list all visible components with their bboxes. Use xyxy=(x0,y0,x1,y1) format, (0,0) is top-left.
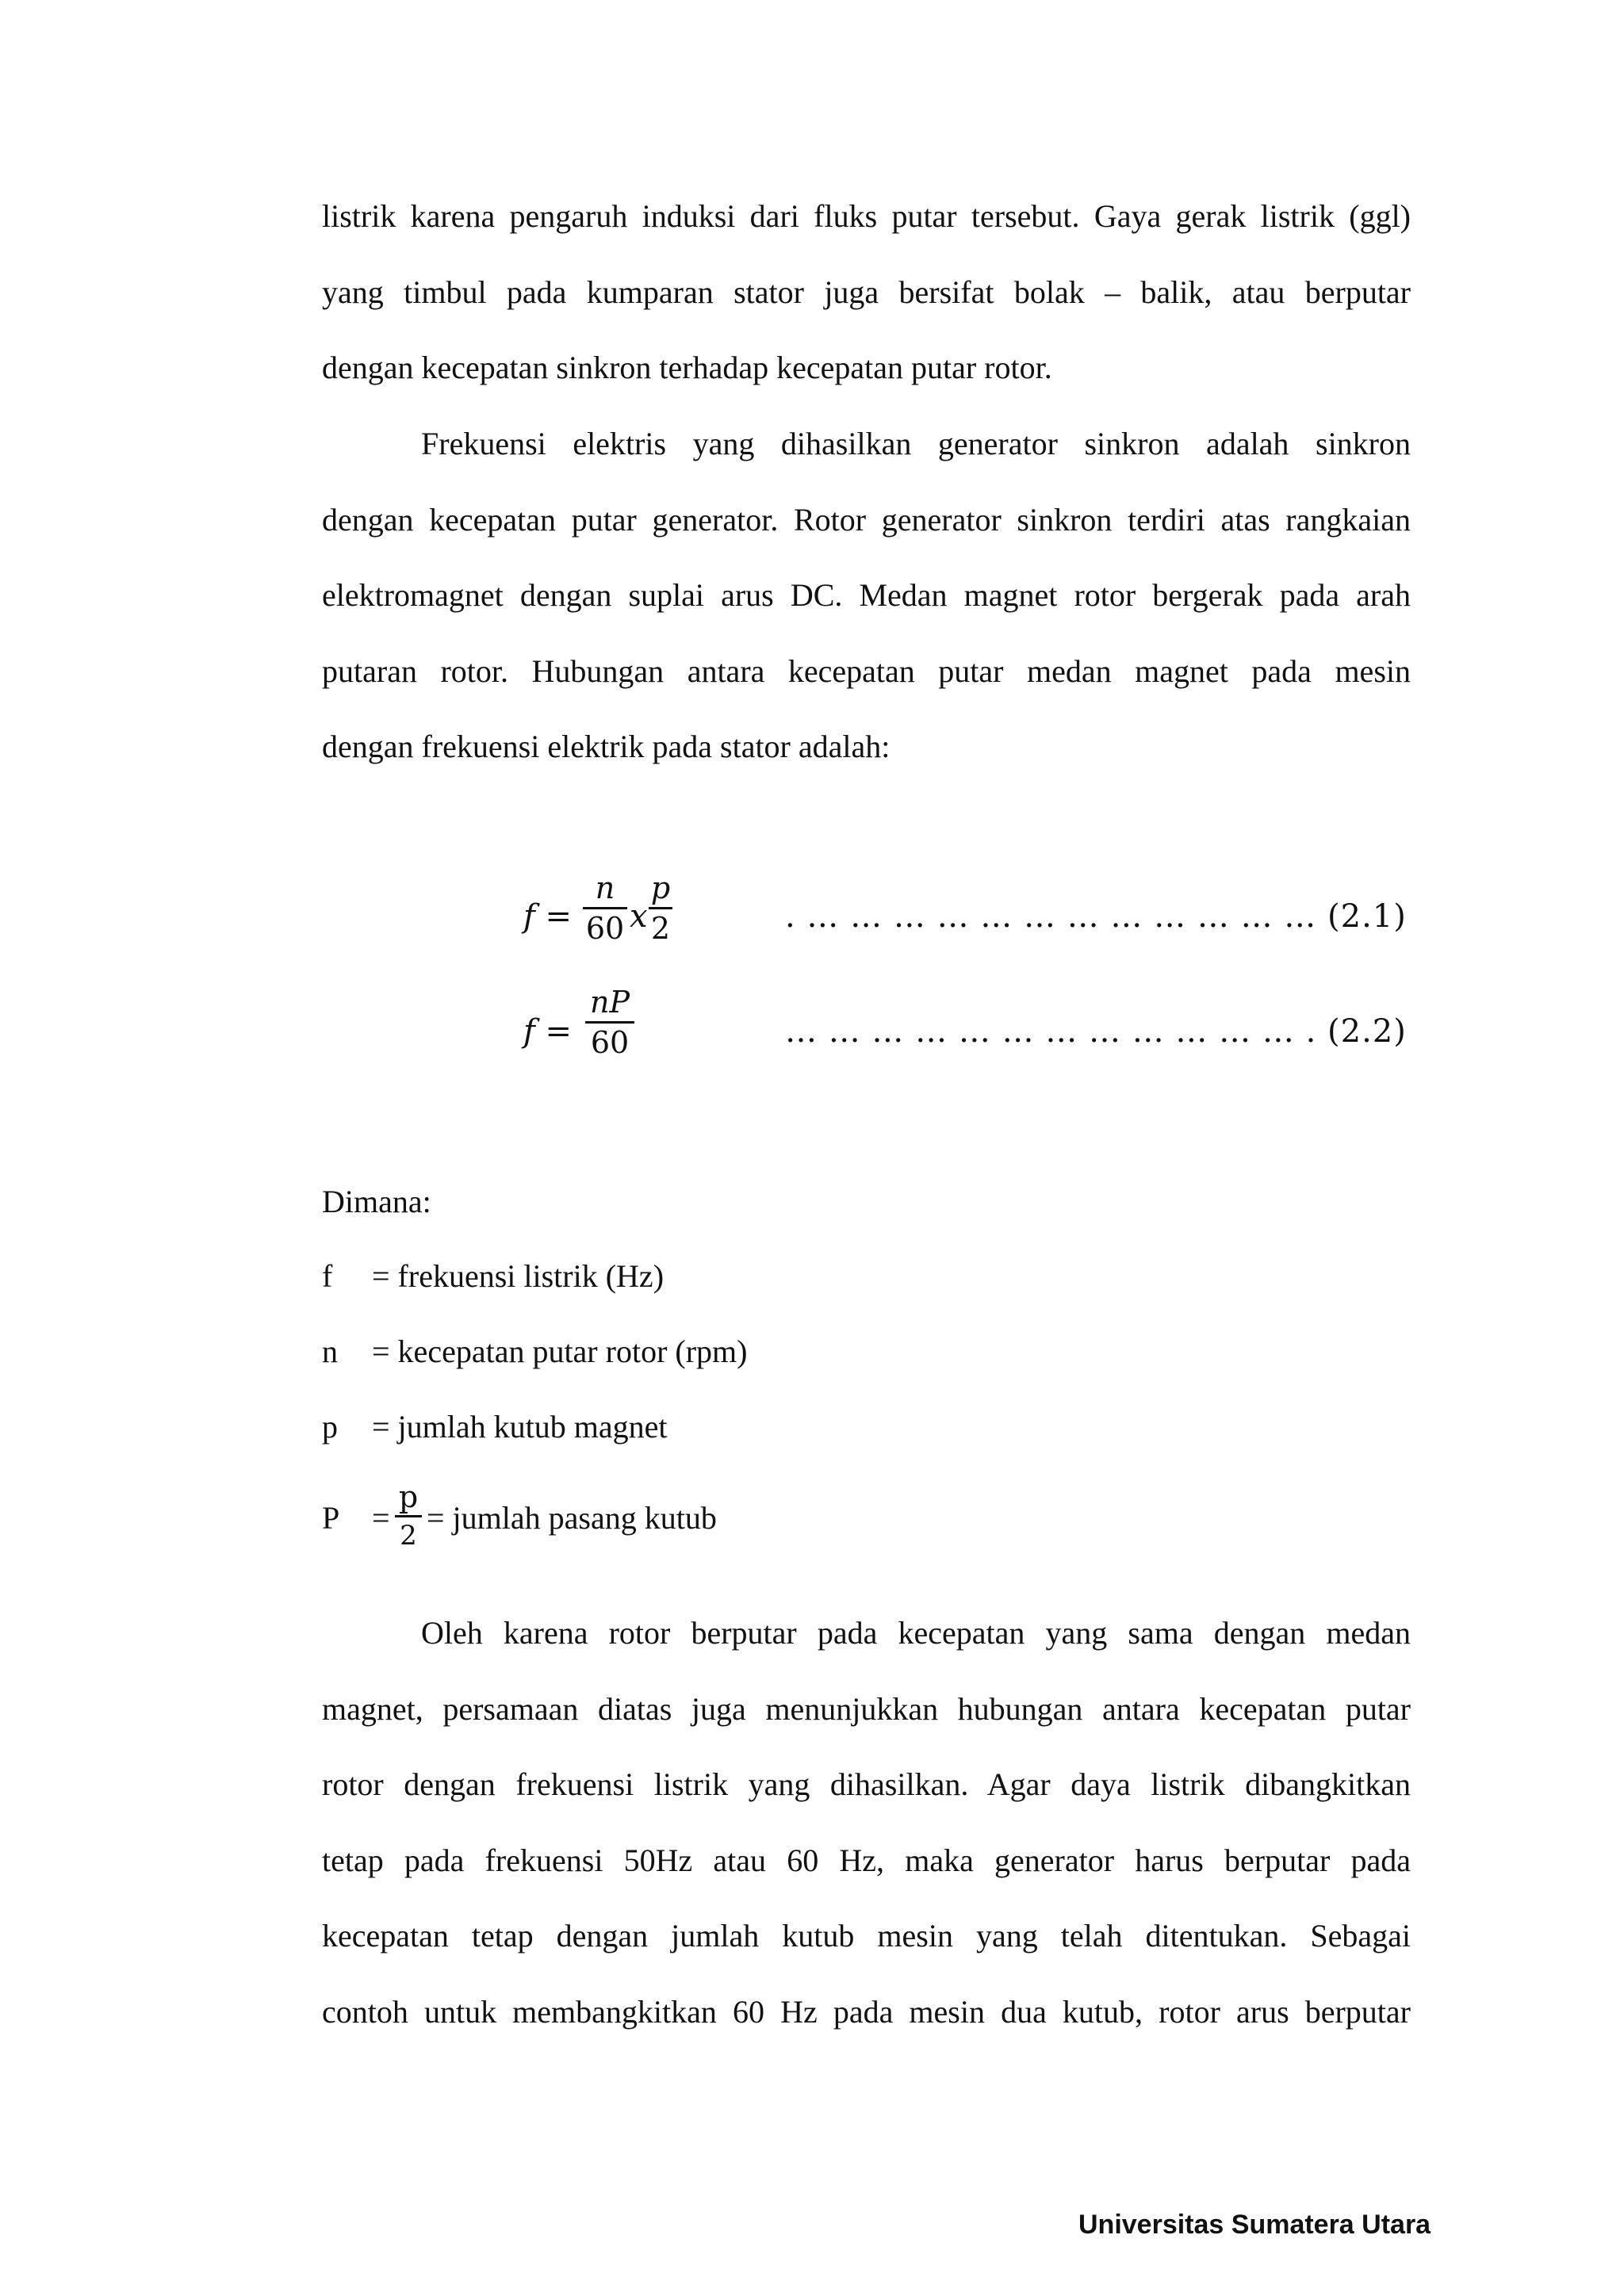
equation-lhs: f = xyxy=(523,1013,573,1050)
paragraph-line: dengan kecepatan sinkron terhadap kecepatan putar rotor. xyxy=(322,350,1052,385)
definition-text: = kecepatan putar rotor (rpm) xyxy=(372,1334,748,1369)
definition-text: = jumlah pasang kutub xyxy=(427,1500,717,1536)
denominator: 60 xyxy=(585,1021,634,1062)
paragraph-line: Oleh karena rotor berputar pada kecepatan yang sama dengan medan xyxy=(421,1615,1411,1651)
paragraph-line: dengan kecepatan putar generator. Rotor generator sinkron terdiri atas rangkaian xyxy=(322,501,1411,538)
paragraph-line: magnet, persamaan diatas juga menunjukkan hubungan antara kecepatan putar xyxy=(322,1690,1411,1727)
paragraph-line: putaran rotor. Hubungan antara kecepatan putar medan magnet pada mesin xyxy=(322,652,1411,689)
equation-2-2 xyxy=(0,977,1624,1064)
fraction-nP-over-60 xyxy=(585,983,634,1062)
paragraph-line: listrik karena pengaruh induksi dari fluks putar tersebut. Gaya gerak listrik (ggl) xyxy=(322,198,1411,234)
definition-symbol: f xyxy=(322,1258,333,1294)
definition-text: = jumlah kutub magnet xyxy=(372,1409,668,1445)
definition-item xyxy=(322,1403,1036,1451)
paragraph-1 xyxy=(322,178,1411,406)
paragraph-line: elektromagnet dengan suplai arus DC. Medan magnet rotor bergerak pada arah xyxy=(322,577,1411,613)
fraction-p-over-2 xyxy=(649,869,672,947)
definition-symbol: p xyxy=(322,1409,338,1445)
equation-2-1 xyxy=(0,864,1624,951)
equation-lhs: f = xyxy=(523,898,573,935)
fraction-n-over-60 xyxy=(583,869,627,947)
paragraph-3 xyxy=(322,1595,1411,2049)
definition-symbol: n xyxy=(322,1334,338,1369)
paragraph-line: rotor dengan frekuensi listrik yang dihasilkan. Agar daya listrik dibangkitkan xyxy=(322,1766,1411,1802)
paragraph-line: yang timbul pada kumparan stator juga bersifat bolak – balik, atau berputar xyxy=(322,274,1411,310)
equals-sign: = xyxy=(372,1500,390,1536)
definition-text: = frekuensi listrik (Hz) xyxy=(372,1258,665,1294)
definition-symbol: P xyxy=(322,1500,340,1536)
numerator: nP xyxy=(589,985,630,1020)
paragraph-line: tetap pada frekuensi 50Hz atau 60 Hz, maka generator harus berputar pada xyxy=(322,1842,1411,1878)
paragraph-line: Frekuensi elektris yang dihasilkan generator sinkron adalah sinkron xyxy=(421,426,1411,461)
denominator: 2 xyxy=(395,1515,422,1554)
times-symbol: x xyxy=(630,898,648,935)
fraction-p-over-2 xyxy=(395,1479,422,1554)
denominator: 60 xyxy=(583,907,627,947)
paragraph-line: dengan frekuensi elektrik pada stator adalah: xyxy=(322,729,891,764)
definition-item-pole-pairs xyxy=(322,1479,1036,1574)
paragraph-line: contoh untuk membangkitkan 60 Hz pada mesin dua kutub, rotor arus berputar xyxy=(322,1993,1411,2030)
definition-item xyxy=(322,1253,1036,1300)
definition-item xyxy=(322,1328,1036,1376)
paragraph-2 xyxy=(322,406,1411,785)
paragraph-line: kecepatan tetap dengan jumlah kutub mesin yang telah ditentukan. Sebagai xyxy=(322,1918,1411,1954)
equation-number-2-2: … … … … … … … … … … … … . (2.2) xyxy=(785,1013,1407,1050)
denominator: 2 xyxy=(649,907,672,947)
numerator: p xyxy=(650,871,671,905)
numerator: p xyxy=(398,1479,419,1514)
numerator: n xyxy=(595,871,615,905)
equation-number-2-1: . … … … … … … … … … … … … (2.1) xyxy=(785,898,1407,935)
definitions-heading: Dimana: xyxy=(322,1184,431,1219)
footer-university: Universitas Sumatera Utara xyxy=(1078,2210,1431,2240)
